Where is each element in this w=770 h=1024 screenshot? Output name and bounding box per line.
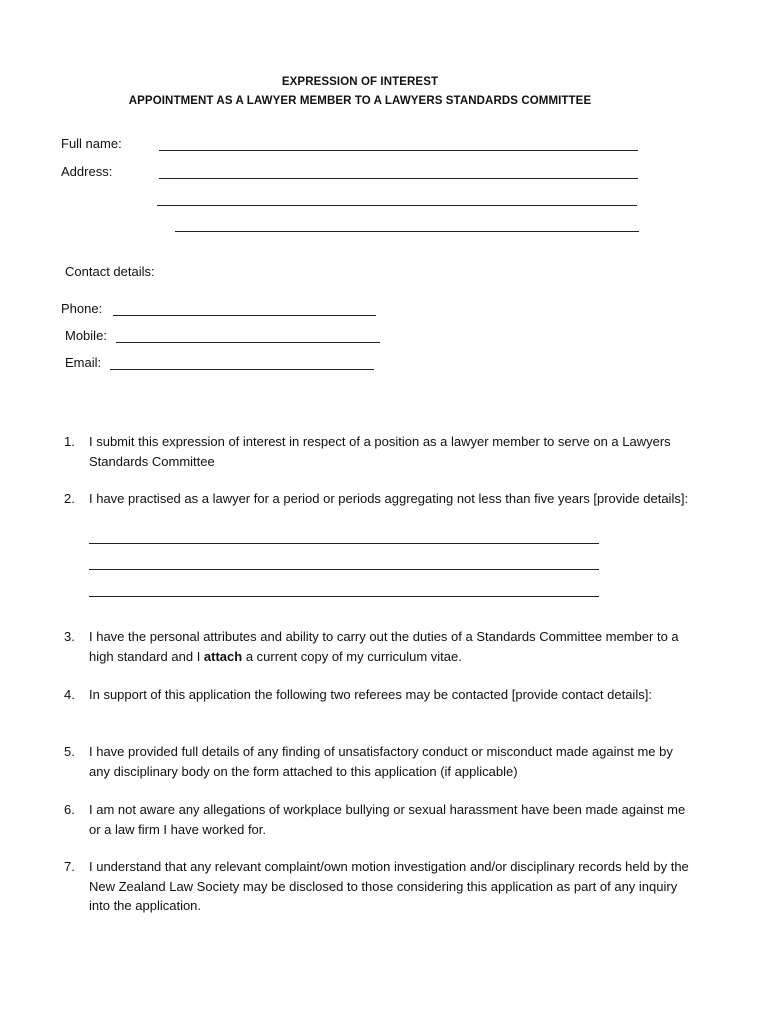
item-text: I understand that any relevant complaint/own motion investigation and/or disciplinary records held by the New Zealand Law Society may be disclosed to those considering this application as part of any inquiry into the application. (89, 859, 689, 913)
email-label: Email: (65, 355, 102, 370)
item-number: 7. (64, 859, 75, 874)
document-title: EXPRESSION OF INTEREST (281, 76, 439, 88)
practice-details-line-3[interactable] (89, 596, 599, 597)
item-text-part: a current copy of my curriculum vitae. (242, 648, 462, 664)
email-field[interactable] (110, 369, 374, 370)
item-number: 6. (64, 802, 75, 817)
item-number: 1. (64, 434, 75, 449)
mobile-field[interactable] (116, 342, 380, 343)
contact-details-heading: Contact details: (65, 264, 155, 279)
item-text-part: I have the personal attributes and ability to carry out the duties of a Standards Committee member to a high standard and I (89, 629, 679, 664)
address-label: Address: (61, 164, 113, 179)
phone-label: Phone: (61, 301, 103, 316)
document-subtitle: APPOINTMENT AS A LAWYER MEMBER TO A LAWYERS STANDARDS COMMITTEE (128, 95, 592, 107)
address-field-line-3[interactable] (175, 231, 639, 232)
item-text: In support of this application the following two referees may be contacted [provide contact details]: (89, 687, 652, 702)
item-text: I have practised as a lawyer for a period or periods aggregating not less than five years [provide details]: (89, 491, 689, 506)
item-number: 4. (64, 687, 75, 702)
item-number: 2. (64, 491, 75, 506)
practice-details-line-2[interactable] (89, 569, 599, 570)
phone-field[interactable] (113, 315, 376, 316)
mobile-label: Mobile: (65, 328, 107, 343)
practice-details-line-1[interactable] (89, 543, 599, 544)
address-field-line-2[interactable] (157, 205, 637, 206)
address-field-line-1[interactable] (159, 178, 638, 179)
full-name-field[interactable] (159, 150, 638, 151)
item-text: I am not aware any allegations of workplace bullying or sexual harassment have been made against me or a law firm I have worked for. (89, 802, 686, 837)
item-text (89, 627, 689, 666)
item-number: 5. (64, 744, 75, 759)
attach-emphasis: attach (203, 648, 243, 664)
full-name-label: Full name: (61, 136, 122, 151)
item-text: I have provided full details of any finding of unsatisfactory conduct or misconduct made against me by any disciplinary body on the form attached to this application (if applicable) (89, 744, 673, 779)
item-number: 3. (64, 629, 75, 644)
item-text: I submit this expression of interest in respect of a position as a lawyer member to serve on a Lawyers Standards Committee (89, 434, 671, 469)
